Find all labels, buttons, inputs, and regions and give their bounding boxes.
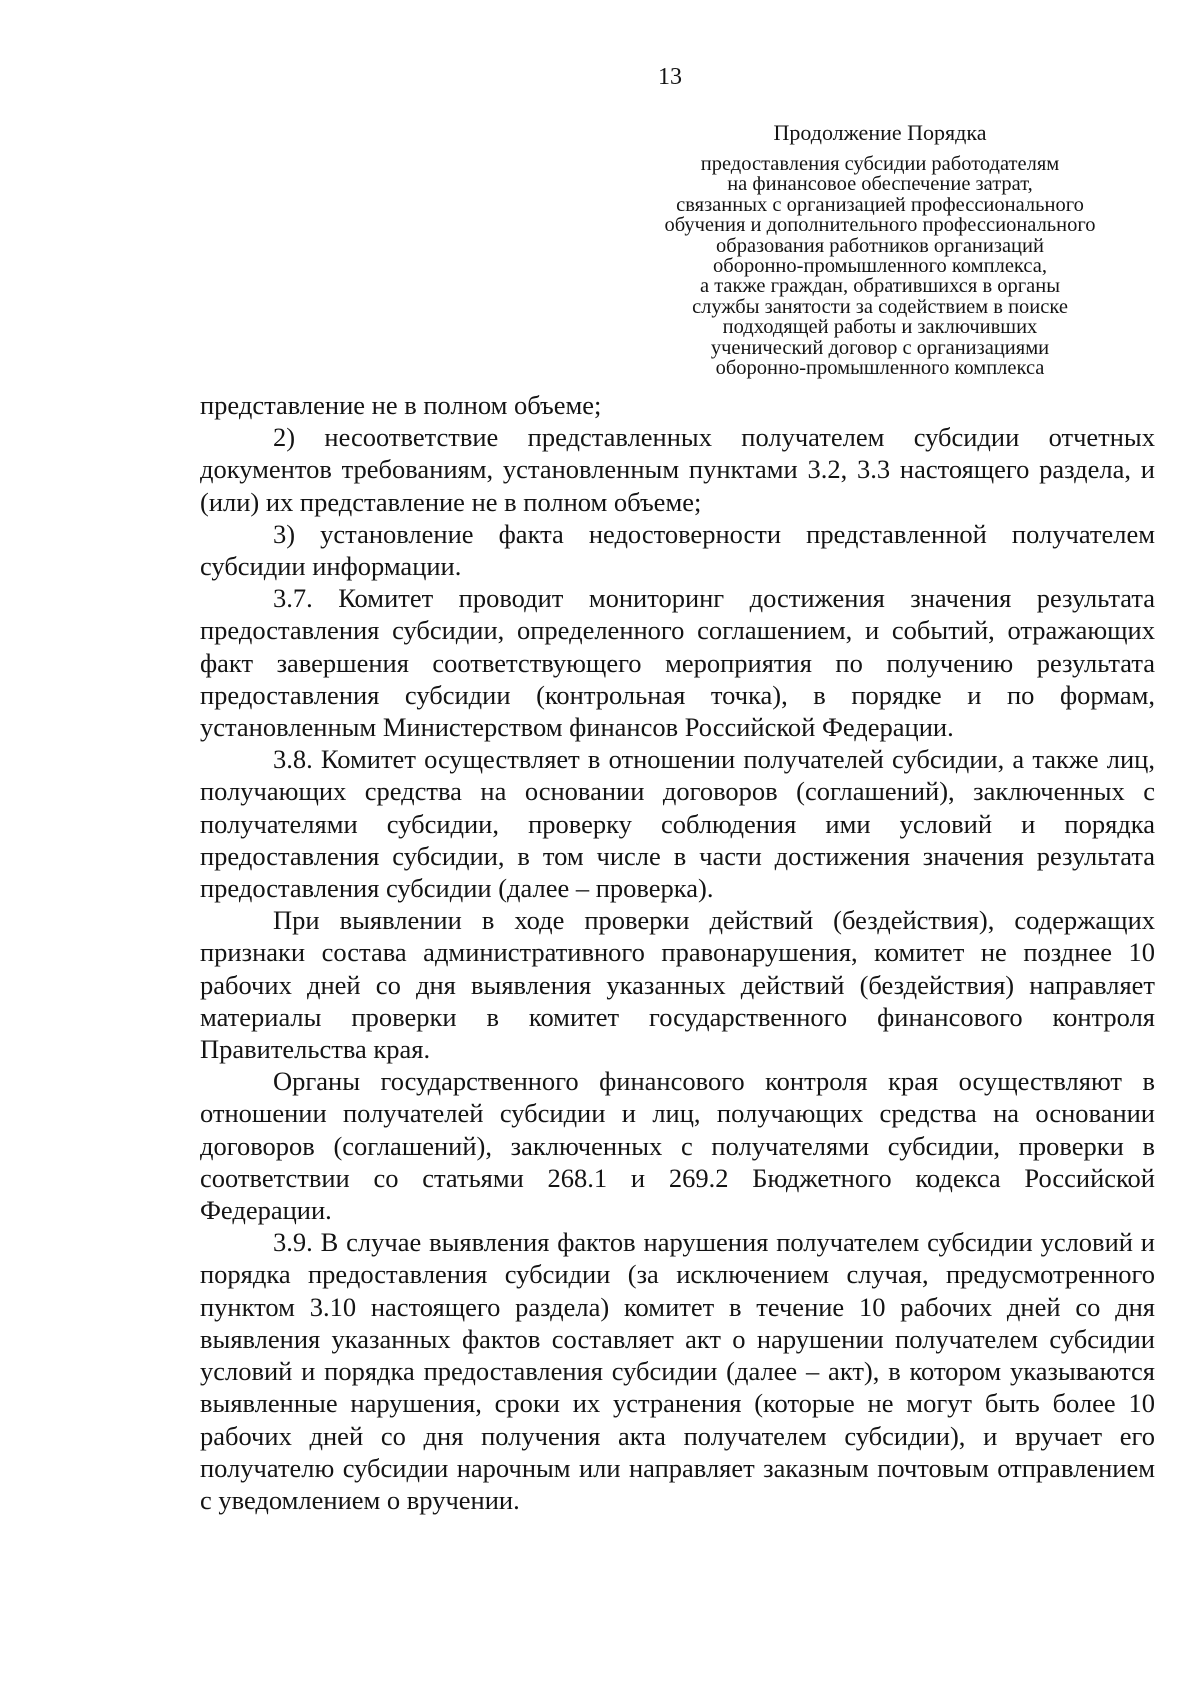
- header-line: оборонно-промышленного комплекса,: [713, 255, 1047, 278]
- header-line: а также граждан, обратившихся в органы: [699, 275, 1060, 298]
- header-line: на финансовое обеспечение затрат,: [727, 173, 1033, 196]
- paragraph: При выявлении в ходе проверки действий (бездействия), содержащих признаки состава административного правонарушения, комитет не позднее 10 рабочих дней со дня выявления указанных действий (бездействия) направляет материалы проверки в комитет государственного финансового контроля Правительства края.: [200, 905, 1155, 1065]
- header-title: Продолжение Порядка: [773, 120, 987, 145]
- header-line: службы занятости за содействием в поиске: [692, 295, 1068, 318]
- paragraph: 3.9. В случае выявления фактов нарушения получателем субсидии условий и порядка предоставления субсидии (за исключением случая, предусмотренного пунктом 3.10 настоящего раздела) комитет в течение 10 рабочих дней со дня выявления указанных фактов составляет акт о нарушении получателем субсидии условий и порядка предоставления субсидии (далее – акт), в котором указываются выявленные нарушения, сроки их устранения (которые не могут быть более 10 рабочих дней со дня получения акта получателем субсидии), и вручает его получателю субсидии нарочным или направляет заказным почтовым отправлением с уведомлением о вручении.: [200, 1227, 1155, 1515]
- header-line: ученический договор с организациями: [710, 336, 1050, 359]
- paragraph: 2) несоответствие представленных получателем субсидии отчетных документов требованиям, установленным пунктами 3.2, 3.3 настоящего раздела, и (или) их представление не в полном объеме;: [200, 422, 1155, 517]
- header-line: образования работников организаций: [716, 234, 1044, 257]
- paragraph: 3.8. Комитет осуществляет в отношении получателей субсидии, а также лиц, получающих средства на основании договоров (соглашений), заключенных с получателями субсидии, проверку соблюдения ими условий и порядка предоставления субсидии, в том числе в части достижения значения результата предоставления субсидии (далее – проверка).: [200, 744, 1155, 904]
- header-line: обучения и дополнительного профессионального: [664, 214, 1096, 237]
- paragraph: 3.7. Комитет проводит мониторинг достижения значения результата предоставления субсидии, определенного соглашением, и событий, отражающих факт завершения соответствующего мероприятия по получению результата предоставления субсидии (контрольная точка), в порядке и по формам, установленным Министерством финансов Российской Федерации.: [200, 583, 1155, 743]
- paragraph: Органы государственного финансового контроля края осуществляют в отношении получателей субсидии и лиц, получающих средства на основании договоров (соглашений), заключенных с получателями субсидии, проверки в соответствии со статьями 268.1 и 269.2 Бюджетного кодекса Российской Федерации.: [200, 1066, 1155, 1226]
- header-line: подходящей работы и заключивших: [722, 316, 1038, 339]
- page-number: 13: [658, 64, 682, 90]
- header-line: предоставления субсидии работодателям: [700, 153, 1060, 175]
- document-header: [620, 120, 1140, 378]
- header-line: оборонно-промышленного комплекса: [715, 357, 1045, 380]
- header-line: связанных с организацией профессионального: [676, 193, 1084, 216]
- document-body: [200, 389, 1155, 1516]
- paragraph: представление не в полном объеме;: [200, 390, 602, 420]
- paragraph: 3) установление факта недостоверности представленной получателем субсидии информации.: [200, 518, 1155, 582]
